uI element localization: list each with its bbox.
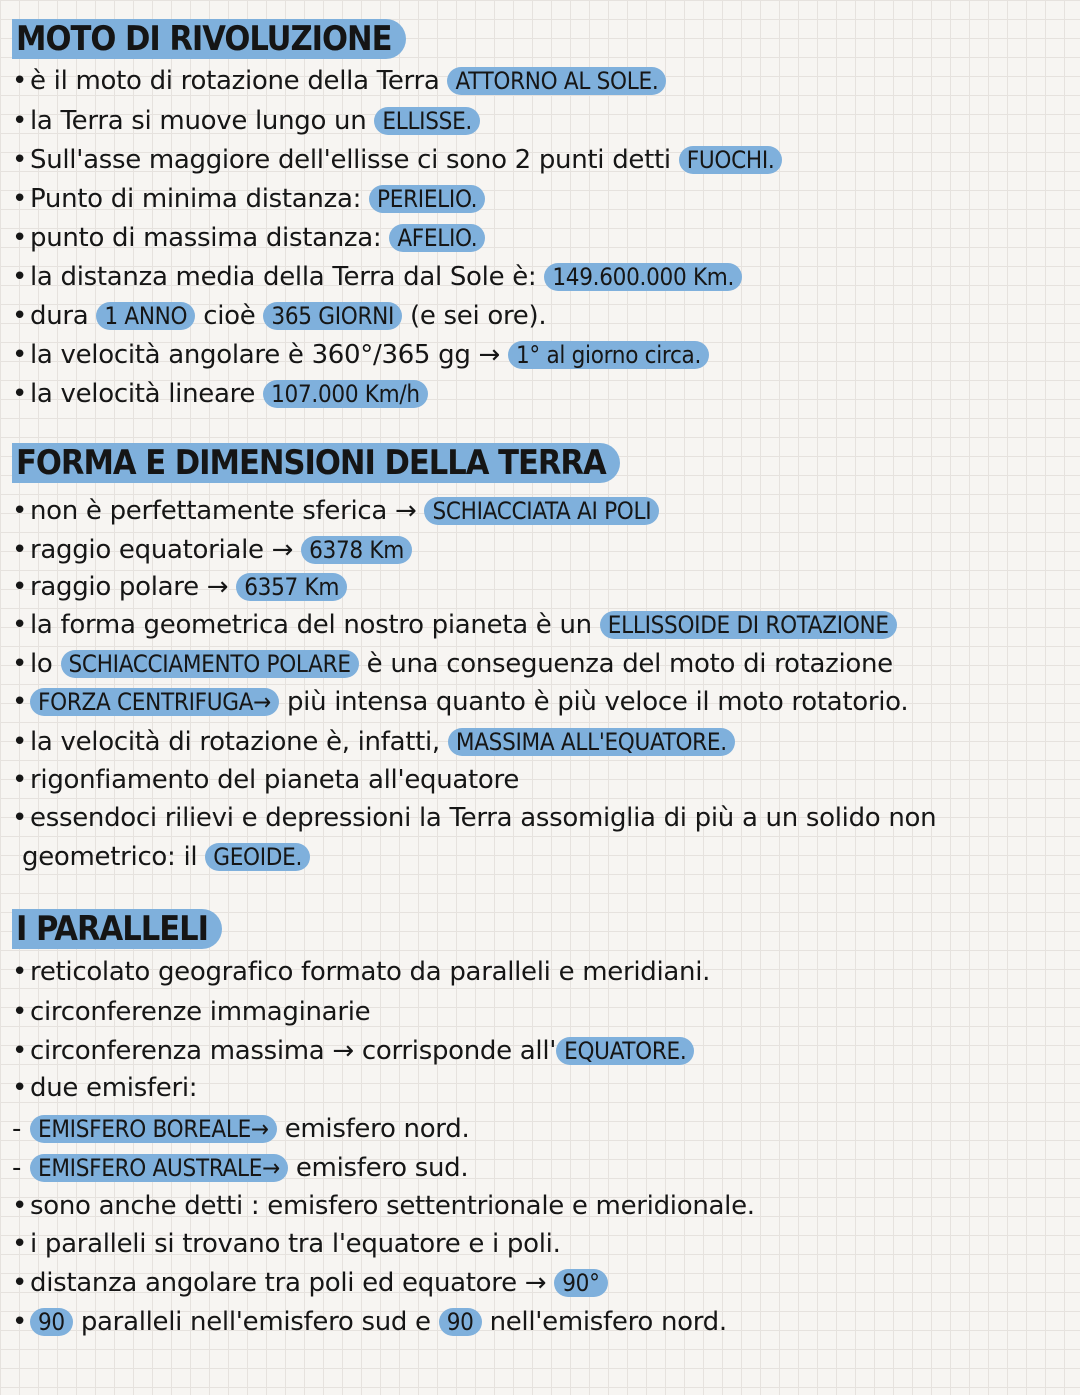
section-title-forma-e-dimensioni: FORMA E DIMENSIONI DELLA TERRA	[12, 442, 620, 484]
note-line: - EMISFERO BOREALE→ emisfero nord.	[12, 1114, 470, 1144]
note-line: • lo SCHIACCIAMENTO POLARE è una conseguenza del moto di rotazione	[12, 649, 893, 679]
section-title-i-paralleli: I PARALLELI	[12, 908, 222, 950]
section-title-moto-di-rivoluzione: MOTO DI RIVOLUZIONE	[12, 18, 406, 60]
note-line: • Punto di minima distanza: PERIELIO.	[12, 180, 485, 218]
note-line: • FORZA CENTRIFUGA→ più intensa quanto è più veloce il moto rotatorio.	[12, 687, 909, 717]
note-line: • non è perfettamente sferica → SCHIACCIATA AI POLI	[12, 492, 659, 530]
note-line: • la distanza media della Terra dal Sole è: 149.600.000 Km.	[12, 258, 742, 296]
note-line: • rigonfiamento del pianeta all'equatore	[12, 765, 520, 795]
note-line: • la velocità angolare è 360°/365 gg → 1° al giorno circa.	[12, 336, 709, 374]
note-line: • la velocità lineare 107.000 Km/h	[12, 375, 428, 413]
note-line: • reticolato geografico formato da paralleli e meridiani.	[12, 957, 711, 987]
note-line: • la Terra si muove lungo un ELLISSE.	[12, 102, 480, 140]
note-line: • 90 paralleli nell'emisfero sud e 90 nell'emisfero nord.	[12, 1307, 727, 1337]
note-line: • sono anche detti : emisfero settentrionale e meridionale.	[12, 1191, 755, 1221]
note-line: geometrico: il GEOIDE.	[22, 838, 310, 876]
note-line: • distanza angolare tra poli ed equatore → 90°	[12, 1264, 608, 1302]
note-line: • la forma geometrica del nostro pianeta è un ELLISSOIDE DI ROTAZIONE	[12, 606, 897, 644]
note-line: • la velocità di rotazione è, infatti, MASSIMA ALL'EQUATORE.	[12, 723, 735, 761]
note-line: • due emisferi:	[12, 1073, 198, 1103]
note-line: • raggio equatoriale → 6378 Km	[12, 531, 412, 569]
note-line: • punto di massima distanza: AFELIO.	[12, 219, 485, 257]
note-line: • raggio polare → 6357 Km	[12, 568, 347, 606]
note-line: • circonferenze immaginarie	[12, 997, 371, 1027]
note-line: • i paralleli si trovano tra l'equatore e i poli.	[12, 1229, 561, 1259]
note-line: • Sull'asse maggiore dell'ellisse ci sono 2 punti detti FUOCHI.	[12, 141, 782, 179]
note-line: • dura 1 ANNO cioè 365 GIORNI (e sei ore).	[12, 301, 547, 331]
note-line: • essendoci rilievi e depressioni la Terra assomiglia di più a un solido non	[12, 803, 937, 833]
note-line: - EMISFERO AUSTRALE→ emisfero sud.	[12, 1153, 469, 1183]
note-line: • è il moto di rotazione della Terra ATTORNO AL SOLE.	[12, 62, 666, 100]
note-line: • circonferenza massima → corrisponde all' EQUATORE.	[12, 1032, 694, 1070]
